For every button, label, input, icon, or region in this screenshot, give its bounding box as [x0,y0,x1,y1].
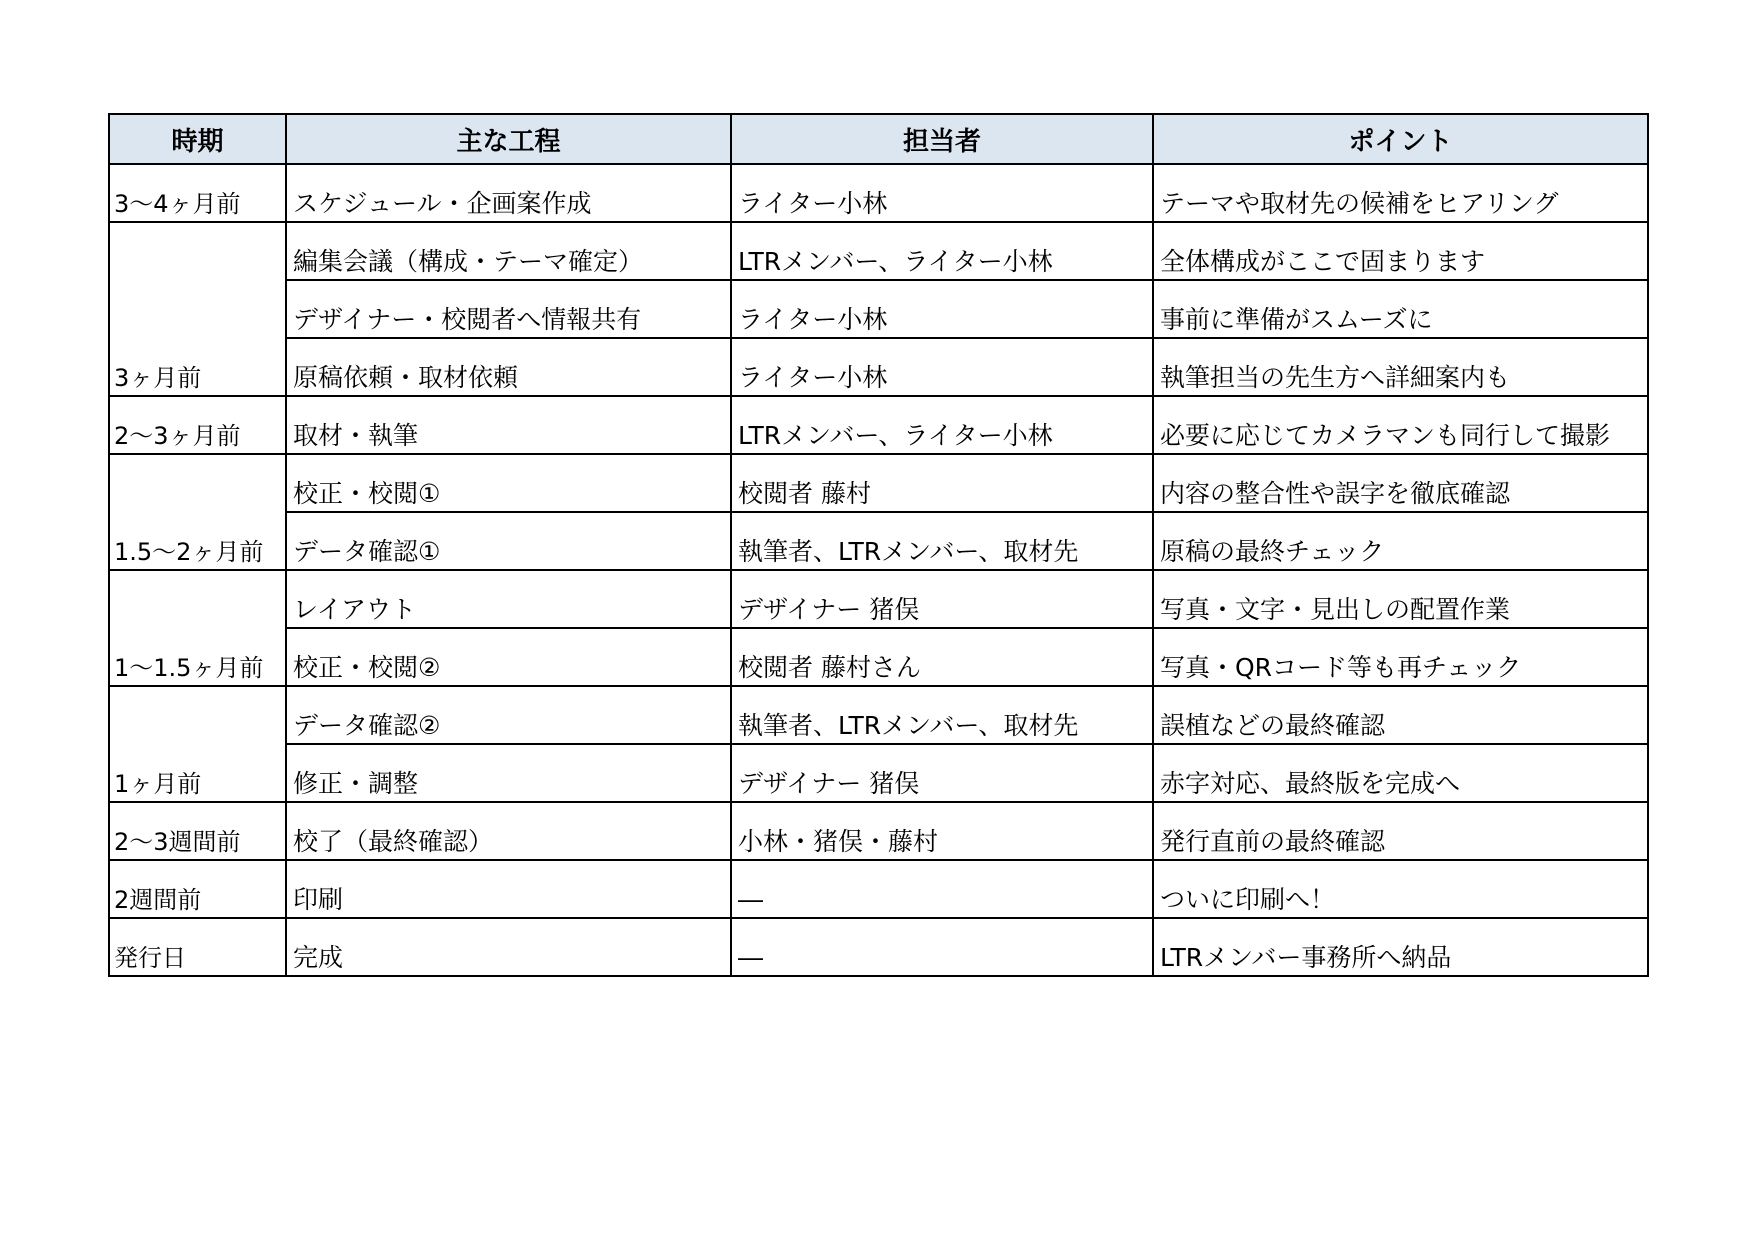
table-row [109,222,1648,280]
cell-process: データ確認① [286,512,731,570]
cell-point: 必要に応じてカメラマンも同行して撮影 [1153,396,1648,454]
table-row [109,280,1648,338]
schedule-table [108,113,1649,977]
cell-period: 1〜1.5ヶ月前 [109,628,286,686]
cell-person: LTRメンバー、ライター小林 [731,396,1153,454]
header-row [109,114,1648,164]
cell-person: 執筆者、LTRメンバー、取材先 [731,512,1153,570]
cell-point: 原稿の最終チェック [1153,512,1648,570]
cell-process: 印刷 [286,860,731,918]
header-period: 時期 [109,114,286,164]
cell-period: 3〜4ヶ月前 [109,164,286,222]
table-row [109,512,1648,570]
cell-person: ― [731,860,1153,918]
table-row [109,744,1648,802]
cell-person: 校閲者 藤村さん [731,628,1153,686]
cell-person: LTRメンバー、ライター小林 [731,222,1153,280]
cell-period [109,686,286,744]
table-row [109,686,1648,744]
cell-person: ― [731,918,1153,976]
cell-person: デザイナー 猪俣 [731,744,1153,802]
cell-period: 1ヶ月前 [109,744,286,802]
table-row [109,338,1648,396]
cell-point: テーマや取材先の候補をヒアリング [1153,164,1648,222]
cell-period: 2〜3週間前 [109,802,286,860]
cell-person: 小林・猪俣・藤村 [731,802,1153,860]
cell-period [109,454,286,512]
cell-period: 2〜3ヶ月前 [109,396,286,454]
cell-point: 執筆担当の先生方へ詳細案内も [1153,338,1648,396]
cell-period: 3ヶ月前 [109,338,286,396]
table-row [109,628,1648,686]
cell-process: 校正・校閲② [286,628,731,686]
cell-person: ライター小林 [731,164,1153,222]
cell-process: スケジュール・企画案作成 [286,164,731,222]
cell-point: 内容の整合性や誤字を徹底確認 [1153,454,1648,512]
cell-period: 発行日 [109,918,286,976]
table-row [109,802,1648,860]
cell-person: ライター小林 [731,338,1153,396]
cell-person: ライター小林 [731,280,1153,338]
table-row [109,396,1648,454]
cell-process: データ確認② [286,686,731,744]
table-row [109,454,1648,512]
table-row [109,570,1648,628]
table-row [109,860,1648,918]
cell-person: 執筆者、LTRメンバー、取材先 [731,686,1153,744]
cell-point: 誤植などの最終確認 [1153,686,1648,744]
cell-period: 2週間前 [109,860,286,918]
cell-process: 校了（最終確認） [286,802,731,860]
cell-process: 完成 [286,918,731,976]
cell-point: LTRメンバー事務所へ納品 [1153,918,1648,976]
cell-point: 発行直前の最終確認 [1153,802,1648,860]
cell-process: 原稿依頼・取材依頼 [286,338,731,396]
cell-process: 編集会議（構成・テーマ確定） [286,222,731,280]
header-person: 担当者 [731,114,1153,164]
header-point: ポイント [1153,114,1648,164]
cell-process: 修正・調整 [286,744,731,802]
cell-point: 事前に準備がスムーズに [1153,280,1648,338]
table-row [109,918,1648,976]
cell-period [109,570,286,628]
cell-period [109,222,286,280]
cell-point: 写真・文字・見出しの配置作業 [1153,570,1648,628]
cell-point: 写真・QRコード等も再チェック [1153,628,1648,686]
cell-person: デザイナー 猪俣 [731,570,1153,628]
table-row [109,164,1648,222]
cell-process: デザイナー・校閲者へ情報共有 [286,280,731,338]
header-process: 主な工程 [286,114,731,164]
schedule-sheet [108,113,1647,977]
cell-person: 校閲者 藤村 [731,454,1153,512]
cell-point: ついに印刷へ！ [1153,860,1648,918]
cell-period: 1.5〜2ヶ月前 [109,512,286,570]
cell-period [109,280,286,338]
cell-process: レイアウト [286,570,731,628]
cell-process: 取材・執筆 [286,396,731,454]
cell-process: 校正・校閲① [286,454,731,512]
cell-point: 赤字対応、最終版を完成へ [1153,744,1648,802]
cell-point: 全体構成がここで固まります [1153,222,1648,280]
